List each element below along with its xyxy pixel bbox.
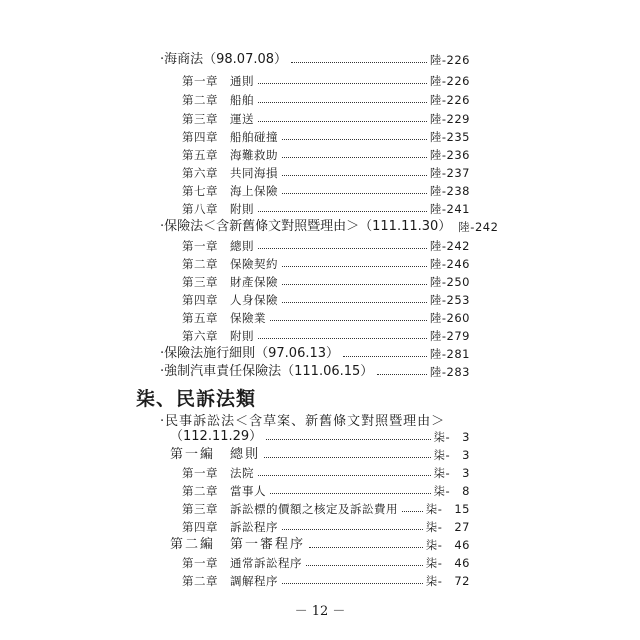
toc-entry[interactable] (182, 309, 470, 327)
toc-row-chapter (0, 255, 640, 273)
entry-label: 第八章 附則 (182, 202, 254, 216)
toc-row-chapter (0, 554, 640, 572)
toc-entry[interactable] (182, 200, 470, 218)
dot-leader (266, 439, 430, 440)
dot-leader (282, 139, 427, 140)
entry-page: 柒- 3 (433, 466, 470, 480)
entry-page: 陸-281 (429, 347, 470, 361)
toc-row-chapter (0, 91, 640, 109)
entry-page: 柒- 46 (425, 538, 470, 552)
toc-row-chapter (0, 237, 640, 255)
entry-label: ‧海商法（98.07.08） (160, 52, 288, 67)
dot-leader (270, 493, 431, 494)
toc-row-chapter (0, 309, 640, 327)
dot-leader (282, 529, 423, 530)
entry-page: 柒- 46 (425, 556, 470, 570)
entry-label: 第五章 海難救助 (182, 148, 278, 162)
toc-entry[interactable] (182, 554, 470, 572)
entry-page: 陸-235 (429, 130, 470, 144)
dot-leader (377, 374, 427, 375)
entry-page: 陸-246 (429, 257, 470, 271)
toc-row-chapter (0, 182, 640, 200)
entry-label: 第七章 海上保險 (182, 184, 278, 198)
entry-label: 第三章 運送 (182, 112, 254, 126)
entry-page: 柒- 15 (425, 502, 470, 516)
toc-entry[interactable] (182, 237, 470, 255)
toc-row-chapter (0, 110, 640, 128)
entry-label: ‧保險法＜含新舊條文對照暨理由＞（111.11.30） (160, 219, 452, 234)
toc-entry[interactable] (182, 273, 470, 291)
section-heading: 柒、民訴法類 (136, 388, 257, 410)
entry-label: 第一章 通則 (182, 74, 254, 88)
toc-row-compulsory-insurance (0, 363, 640, 381)
toc-entry[interactable] (182, 91, 470, 109)
toc-row-chapter (0, 164, 640, 182)
entry-label: 第二編 第一審程序 (170, 537, 306, 552)
entry-page: 柒- 8 (433, 484, 470, 498)
toc-entry[interactable] (170, 446, 470, 464)
entry-page: 陸-250 (429, 275, 470, 289)
toc-row-chapter (0, 72, 640, 90)
entry-label: 第五章 保險業 (182, 311, 266, 325)
toc-entry[interactable] (170, 428, 470, 446)
entry-label: 第一章 法院 (182, 466, 254, 480)
dot-leader (282, 284, 427, 285)
dot-leader (258, 248, 427, 249)
entry-label: 第六章 共同海損 (182, 166, 278, 180)
toc-row-chapter (0, 273, 640, 291)
entry-label: 第一章 總則 (182, 239, 254, 253)
dot-leader (309, 547, 423, 548)
dot-leader (291, 62, 427, 63)
entry-label: 第一編 總則 (170, 447, 261, 462)
entry-label: ‧強制汽車責任保險法（111.06.15） (160, 364, 374, 379)
toc-row-insurance-rules (0, 345, 640, 363)
entry-label: 第一章 通常訴訟程序 (182, 556, 302, 570)
entry-label: 第二章 船舶 (182, 93, 254, 107)
toc-row-chapter (0, 500, 640, 518)
entry-label: 第二章 調解程序 (182, 574, 278, 588)
dot-leader (282, 583, 423, 584)
toc-entry[interactable] (182, 164, 470, 182)
entry-page: 柒- 72 (425, 574, 470, 588)
dot-leader (306, 565, 423, 566)
entry-page: 柒- 3 (433, 448, 470, 462)
dot-leader (270, 320, 427, 321)
entry-page: 陸-283 (429, 365, 470, 379)
dot-leader (282, 175, 427, 176)
dot-leader (402, 511, 423, 512)
toc-row-chapter (0, 327, 640, 345)
toc-entry[interactable] (182, 572, 470, 590)
entry-page: 陸-237 (429, 166, 470, 180)
entry-label: 第四章 訴訟程序 (182, 520, 278, 534)
entry-label: 第四章 船舶碰撞 (182, 130, 278, 144)
toc-row-maritime-law (0, 51, 640, 69)
toc-entry[interactable] (182, 291, 470, 309)
dot-leader (282, 193, 427, 194)
toc-row-chapter (0, 128, 640, 146)
entry-page: 陸-236 (429, 148, 470, 162)
dot-leader (343, 356, 427, 357)
page-number: － 12 － (294, 604, 346, 619)
entry-page: 柒- 3 (433, 430, 470, 444)
entry-label: （112.11.29） (170, 429, 263, 444)
entry-page: 陸-260 (429, 311, 470, 325)
entry-page: 陸-226 (429, 93, 470, 107)
entry-label: 第六章 附則 (182, 329, 254, 343)
entry-label: 第二章 保險契約 (182, 257, 278, 271)
dot-leader (282, 266, 427, 267)
toc-row-insurance-law (0, 218, 640, 236)
toc-row-chapter (0, 572, 640, 590)
toc-entry[interactable] (182, 72, 470, 90)
toc-entry[interactable] (182, 128, 470, 146)
dot-leader (264, 457, 431, 458)
toc-entry[interactable] (182, 500, 470, 518)
dot-leader (258, 475, 431, 476)
toc-entry[interactable] (182, 327, 470, 345)
toc-entry[interactable] (160, 218, 499, 236)
entry-page: 陸-229 (429, 112, 470, 126)
civil-law-title[interactable]: ‧民事訴訟法＜含草案、新舊條文對照暨理由＞ (160, 414, 446, 429)
toc-row-chapter (0, 464, 640, 482)
toc-entry[interactable] (182, 182, 470, 200)
toc-entry[interactable] (182, 255, 470, 273)
entry-page: 陸-241 (429, 202, 470, 216)
toc-row-chapter (0, 291, 640, 309)
entry-label: 第三章 財產保險 (182, 275, 278, 289)
entry-label: 第三章 訴訟標的價額之核定及訴訟費用 (182, 502, 398, 516)
entry-page: 陸-226 (429, 53, 470, 67)
toc-entry[interactable] (182, 110, 470, 128)
entry-page: 陸-238 (429, 184, 470, 198)
toc-entry[interactable] (160, 51, 470, 69)
toc-row-civil-date (0, 428, 640, 446)
toc-entry[interactable] (182, 518, 470, 536)
dot-leader (258, 83, 427, 84)
dot-leader (258, 102, 427, 103)
entry-page: 陸-242 (429, 239, 470, 253)
entry-page: 陸-242 (458, 220, 499, 234)
dot-leader (258, 338, 427, 339)
dot-leader (258, 211, 427, 212)
toc-entry[interactable] (160, 345, 470, 363)
toc-row-chapter (0, 518, 640, 536)
toc-row-chapter (0, 482, 640, 500)
entry-page: 陸-253 (429, 293, 470, 307)
dot-leader (282, 157, 427, 158)
toc-row-chapter (0, 200, 640, 218)
toc-entry[interactable] (182, 482, 470, 500)
entry-page: 陸-226 (429, 74, 470, 88)
toc-row-chapter (0, 146, 640, 164)
entry-label: 第四章 人身保險 (182, 293, 278, 307)
dot-leader (258, 121, 427, 122)
toc-entry[interactable] (182, 464, 470, 482)
toc-entry[interactable] (160, 363, 470, 381)
entry-label: 第二章 當事人 (182, 484, 266, 498)
entry-page: 柒- 27 (425, 520, 470, 534)
toc-entry[interactable] (170, 536, 470, 554)
entry-page: 陸-279 (429, 329, 470, 343)
toc-entry[interactable] (182, 146, 470, 164)
toc-row-part (0, 536, 640, 554)
dot-leader (282, 302, 427, 303)
entry-label: ‧保險法施行細則（97.06.13） (160, 346, 340, 361)
toc-row-part (0, 446, 640, 464)
